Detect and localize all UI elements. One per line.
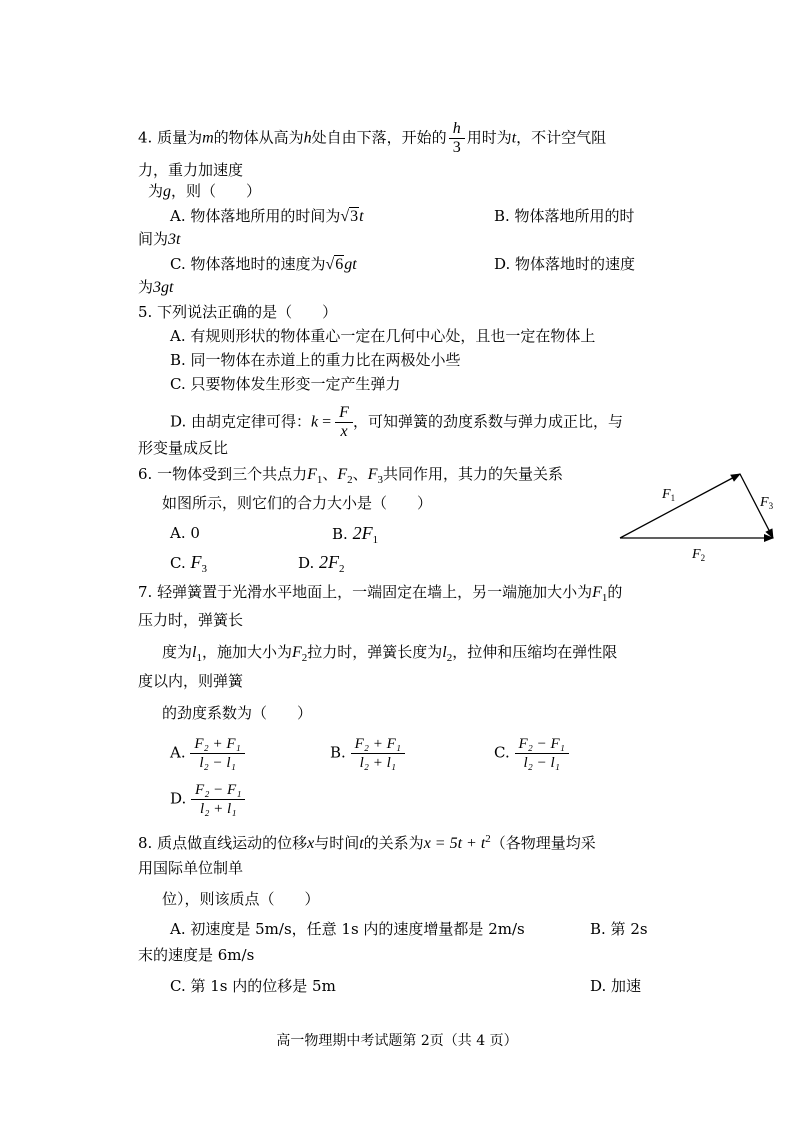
q5-option-d-cont: 形变量成反比 — [138, 439, 229, 457]
q7-stem-line5: 的劲度系数为（ ） — [162, 704, 313, 722]
q4-option-d: D. 物体落地时的速度 — [494, 255, 636, 273]
q6-option-d: D. $2F_2$ — [298, 552, 345, 575]
q4-option-b: B. 物体落地所用的时 — [494, 207, 635, 225]
q4-fraction: $\frac{h}{3}$ — [449, 120, 465, 157]
label-f2: $F_2$ — [692, 547, 706, 563]
q4-stem-line1: 4. 质量为m的物体从高为h处自由下落，开始的 $\frac{h}{3}$ 用时为t，不计空气阻 — [138, 120, 607, 156]
q7-option-c: C. $\frac{\text{F₂ − F₁}}{\text{l₂ − l₁}}$ — [494, 735, 569, 772]
q7-option-b: B. $\frac{\text{F₂ + F₁}}{\text{l₂ + l₁}}$ — [330, 735, 405, 772]
q4-option-c: C. 物体落地时的速度为√6gt — [170, 255, 357, 273]
label-f3: $F_3$ — [760, 495, 774, 511]
q7-stem-line4: 度以内，则弹簧 — [138, 672, 244, 690]
q8-stem-line2: 用国际单位制单 — [138, 859, 244, 877]
q8-option-c: C. 第 1s 内的位移是 5m — [170, 977, 336, 995]
q4-stem-line2: 力，重力加速度 — [138, 161, 244, 179]
q8-option-b: B. 第 2s — [590, 920, 648, 938]
q7-stem-line1: 7. 轻弹簧置于光滑水平地面上，一端固定在墙上，另一端施加大小为$F_1$的 — [138, 583, 623, 604]
q4-option-a: A. 物体落地所用的时间为√3t — [170, 207, 364, 225]
q4-stem-line3: 为g，则（ ） — [148, 182, 262, 200]
q5-option-d: D. 由胡克定律可得：k = $\frac{F}{x}$ ，可知弹簧的劲度系数与弹力成正比，与 — [170, 404, 623, 440]
q4-option-d-cont: 为3gt — [138, 278, 174, 296]
q5-stem: 5. 下列说法正确的是（ ） — [138, 303, 338, 321]
q6-option-c: C. $F_3$ — [170, 552, 207, 575]
q7-stem-line3: 度为$l_1$，施加大小为$F_2$拉力时，弹簧长度为$l_2$，拉伸和压缩均在弹性限 — [162, 643, 618, 664]
page-footer: 高一物理期中考试题第 2页（共 4 页） — [276, 1033, 518, 1049]
q8-stem-line3: 位），则该质点（ ） — [162, 890, 320, 908]
q7-stem-line2: 压力时，弹簧长 — [138, 611, 244, 629]
q8-option-d: D. 加速 — [590, 977, 642, 995]
q6-stem-line2: 如图所示，则它们的合力大小是（ ） — [162, 494, 433, 512]
q7-option-a: A. $\frac{\text{F₂ + F₁}}{\text{l₂ − l₁}}$ — [170, 735, 245, 772]
force-vector-diagram — [612, 462, 784, 572]
q5-hooke-fraction: $\frac{F}{x}$ — [335, 404, 353, 441]
label-f1: $F_1$ — [662, 487, 676, 503]
q7-option-d: D. $\frac{\text{F₂ − F₁}}{\text{l₂ + l₁}}$ — [170, 781, 245, 818]
q8-option-a: A. 初速度是 5m/s，任意 1s 内的速度增量都是 2m/s — [170, 920, 525, 938]
q4-option-b-cont: 间为3t — [138, 230, 181, 248]
q5-option-b: B. 同一物体在赤道上的重力比在两极处小些 — [170, 351, 461, 369]
q8-stem-line1: 8. 质点做直线运动的位移x与时间t的关系为$x = 5t + t^2$（各物理量均采 — [138, 833, 596, 852]
q5-option-c: C. 只要物体发生形变一定产生弹力 — [170, 375, 401, 393]
q6-option-a: A. 0 — [170, 524, 200, 542]
q6-stem-line1: 6. 一物体受到三个共点力$F_1$、$F_2$、$F_3$共同作用，其力的矢量关系 — [138, 465, 563, 486]
q8-option-b-cont: 末的速度是 6m/s — [138, 946, 255, 964]
vector-f1 — [620, 474, 740, 538]
q5-option-a: A. 有规则形状的物体重心一定在几何中心处，且也一定在物体上 — [170, 327, 596, 345]
q6-option-b: B. $2F_1$ — [332, 523, 379, 546]
